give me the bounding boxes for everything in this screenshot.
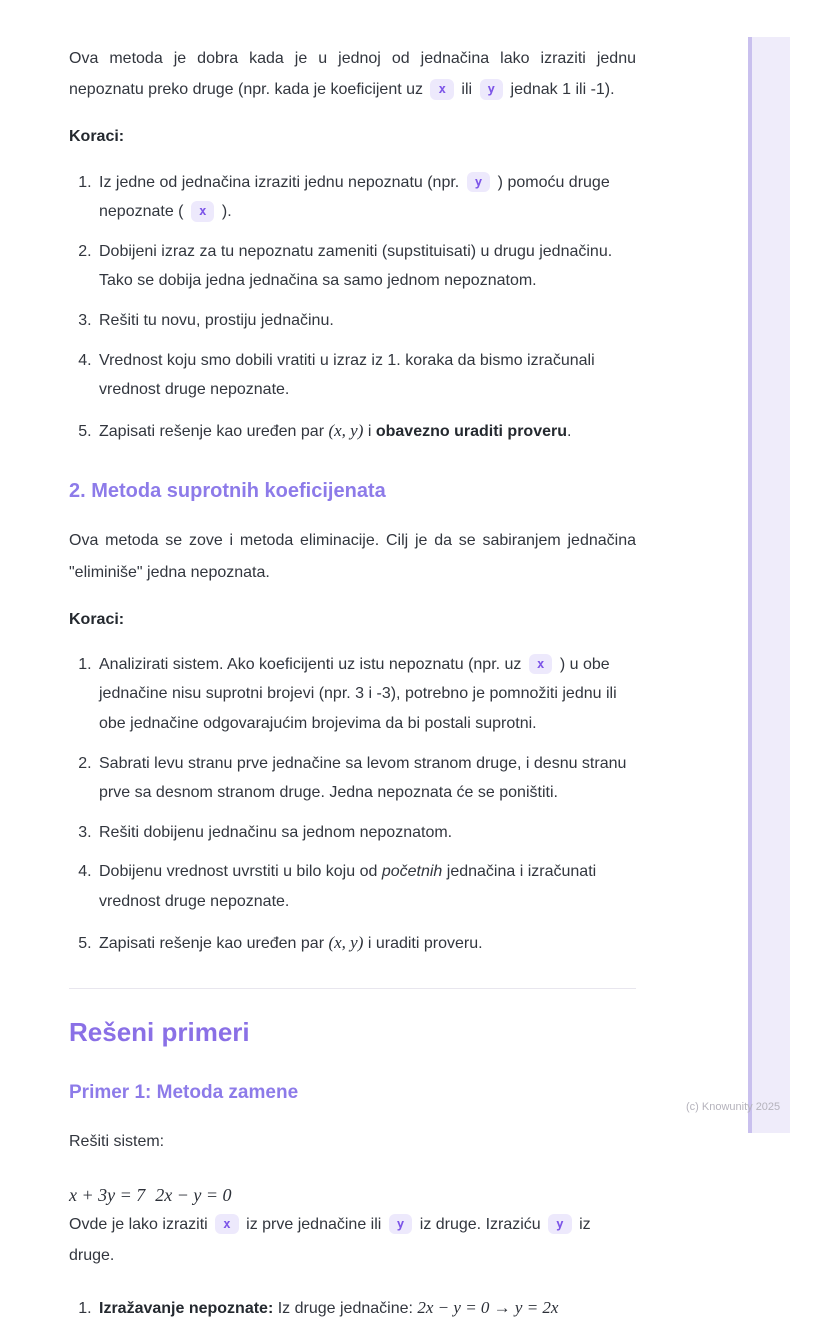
intro-text-2: ili <box>456 81 477 99</box>
inline-code-y: y <box>389 1214 413 1234</box>
example-text: iz prve jednačine ili <box>241 1215 386 1233</box>
step-bold-text: Izražavanje nepoznate: <box>99 1299 274 1317</box>
list-item <box>96 237 636 296</box>
step-text: Sabrati levu stranu prve jednačine sa levom stranom druge, i desnu stranu prve sa desnom stranom druge. Jedna nepoznata će se poništiti. <box>99 754 627 802</box>
section-heading-method2: 2. Metoda suprotnih koeficijenata <box>69 480 386 503</box>
step-text: Rešiti tu novu, prostiju jednačinu. <box>99 311 334 329</box>
inline-code-x: x <box>215 1214 239 1234</box>
list-item <box>96 1292 636 1324</box>
inline-code-y: y <box>480 79 504 99</box>
document-page <box>69 43 636 1324</box>
step-text: Iz jedne od jednačina izraziti jednu nepoznatu (npr. <box>99 173 464 191</box>
inline-code-y: y <box>548 1214 572 1234</box>
step-text: Rešiti dobijenu jednačinu sa jednom nepoznatom. <box>99 823 453 841</box>
example-text: iz druge. <box>69 1215 591 1264</box>
equation-2: 2x − y = 0 <box>155 1185 232 1206</box>
list-item <box>96 650 636 739</box>
step-text: Iz druge jednačine: <box>273 1299 418 1317</box>
koraci-label-1: Koraci: <box>69 128 125 146</box>
list-item <box>96 749 636 808</box>
inline-code-x: x <box>430 79 454 99</box>
koraci-label-2: Koraci: <box>69 610 125 628</box>
example-text: iz druge. Izraziću <box>415 1215 546 1233</box>
example-text: Ovde je lako izraziti <box>69 1215 213 1233</box>
inline-code-x: x <box>529 654 553 674</box>
list-item <box>96 306 636 336</box>
section-divider <box>69 988 636 989</box>
example1-intro: Rešiti sistem: <box>69 1133 165 1151</box>
list-item <box>96 927 636 959</box>
step-text: Dobijeni izraz za tu nepoznatu zameniti (supstituisati) u drugu jednačinu. Tako se dobija jedna jednačina sa samo jednom nepoznatom. <box>99 242 613 290</box>
inline-math-xy: (x, y) <box>328 420 364 440</box>
watermark: (c) Knowunity 2025 <box>686 1101 781 1113</box>
example1-steps-list <box>69 1292 636 1324</box>
examples-heading: Rešeni primeri <box>69 1017 250 1048</box>
step-text: ) pomoću druge nepoznate ( <box>99 173 610 221</box>
step-text: Zapisati rešenje kao uređen par <box>99 934 329 952</box>
inline-code-x: x <box>191 201 215 221</box>
step-bold-text: obavezno uraditi proveru <box>375 422 567 440</box>
list-item <box>96 346 636 405</box>
equation-1: x + 3y = 7 <box>69 1185 146 1206</box>
example1-heading: Primer 1: Metoda zamene <box>69 1082 299 1104</box>
intro-text-1: Ova metoda je dobra kada je u jednoj od jednačina lako izraziti jednu nepoznatu preko druge (npr. kada je koeficijent uz <box>69 50 636 99</box>
step-text: i <box>363 422 376 440</box>
inline-code-y: y <box>467 172 491 192</box>
step-italic-text: početnih <box>381 863 443 881</box>
step-text: . <box>566 422 572 440</box>
step-text: ) u obe jednačine nisu suprotni brojevi (npr. 3 i -3), potrebno je pomnožiti jednu ili obe jednačine odgovarajućim brojevima da bi postali suprotni. <box>99 655 617 733</box>
example1-system-equations <box>69 1183 636 1208</box>
step-text: jednačina i izračunati vrednost druge nepoznate. <box>99 863 597 911</box>
inline-math-xy: (x, y) <box>328 932 364 952</box>
intro-paragraph <box>69 43 636 105</box>
method2-paragraph: Ova metoda se zove i metoda eliminacije. Cilj je da se sabiranjem jednačina "eliminiše" jedna nepoznata. <box>69 532 636 581</box>
list-item <box>96 168 636 227</box>
step-text: Dobijenu vrednost uvrstiti u bilo koju od <box>99 863 382 881</box>
step-text: Analizirati sistem. Ako koeficijenti uz istu nepoznatu (npr. uz <box>99 655 526 673</box>
inline-math-derivation: 2x − y = 0 → y = 2x <box>417 1297 559 1317</box>
method2-steps-list <box>69 650 636 958</box>
step-text: Vrednost koju smo dobili vratiti u izraz iz 1. koraka da bismo izračunali vrednost druge nepoznate. <box>99 351 595 399</box>
list-item <box>96 818 636 848</box>
step-text: Zapisati rešenje kao uređen par <box>99 422 329 440</box>
intro-text-3: jednak 1 ili -1). <box>506 81 615 99</box>
step-text: ). <box>217 203 232 221</box>
example1-paragraph <box>69 1209 636 1271</box>
method1-steps-list <box>69 168 636 447</box>
step-text: i uraditi proveru. <box>363 934 483 952</box>
scrollbar[interactable] <box>748 37 790 1133</box>
list-item <box>96 857 636 916</box>
list-item <box>96 415 636 447</box>
